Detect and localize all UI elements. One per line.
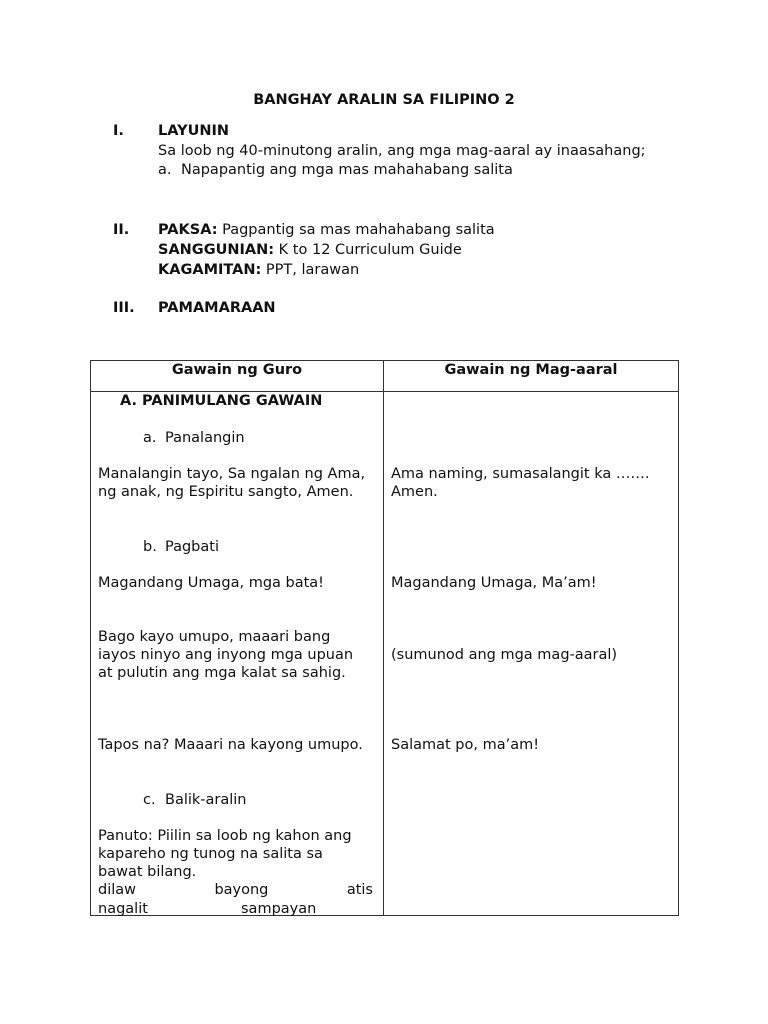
word-sampayan: sampayan — [241, 901, 317, 917]
kagamitan-label: KAGAMITAN: — [158, 262, 262, 278]
item-b-marker: b. — [143, 539, 157, 555]
layunin-heading: LAYUNIN — [158, 123, 230, 139]
word-row-1 — [98, 881, 373, 899]
sanggunian-value: K to 12 Curriculum Guide — [274, 242, 462, 258]
guro-instruction-line-2: iayos ninyo ang inyong mga upuan — [98, 647, 354, 663]
word-atis: atis — [346, 882, 373, 898]
item-a-marker: a. — [143, 430, 157, 446]
section-numeral-3: III. — [113, 300, 135, 316]
document-title: BANGHAY ARALIN SA FILIPINO 2 — [253, 92, 515, 108]
section-numeral-1: I. — [113, 123, 124, 139]
lesson-table — [90, 360, 679, 916]
header-gawain-mag-aaral: Gawain ng Mag-aaral — [384, 361, 679, 392]
panuto-line-3: bawat bilang. — [98, 864, 197, 880]
panimulang-gawain-heading: A. PANIMULANG GAWAIN — [120, 393, 323, 409]
guro-greeting: Magandang Umaga, mga bata! — [98, 575, 324, 591]
mag-aaral-cell — [384, 392, 679, 916]
layunin-intro: Sa loob ng 40-minutong aralin, ang mga mag-aaral ay inaasahang; — [158, 143, 646, 159]
item-b-label: Pagbati — [165, 539, 219, 555]
kagamitan-line — [158, 262, 359, 278]
student-prayer-line-1: Ama naming, sumasalangit ka ……. — [391, 466, 650, 482]
layunin-item-text: Napapantig ang mga mas mahahabang salita — [181, 162, 513, 178]
student-prayer-line-2: Amen. — [391, 484, 438, 500]
header-gawain-guro: Gawain ng Guro — [91, 361, 384, 392]
student-thanks: Salamat po, ma’am! — [391, 737, 540, 753]
student-greeting: Magandang Umaga, Ma’am! — [391, 575, 597, 591]
layunin-item-marker: a. — [158, 162, 172, 178]
student-action: (sumunod ang mga mag-aaral) — [391, 647, 618, 663]
item-a-label: Panalangin — [165, 430, 245, 446]
table-header-row — [91, 361, 679, 392]
panuto-line-1: Panuto: Piilin sa loob ng kahon ang — [98, 828, 352, 844]
guro-sit-instruction: Tapos na? Maaari na kayong umupo. — [98, 737, 363, 753]
sanggunian-label: SANGGUNIAN: — [158, 242, 275, 258]
kagamitan-value: PPT, larawan — [261, 262, 360, 278]
paksa-label: PAKSA: — [158, 222, 218, 238]
paksa-line — [158, 222, 495, 238]
item-c-label: Balik-aralin — [165, 792, 247, 808]
word-dilaw: dilaw — [98, 882, 137, 898]
table-body-row — [91, 392, 679, 916]
item-c-marker: c. — [143, 792, 156, 808]
guro-instruction-line-3: at pulutin ang mga kalat sa sahig. — [98, 665, 346, 681]
guro-prayer-line-1: Manalangin tayo, Sa ngalan ng Ama, — [98, 466, 366, 482]
word-nagalit: nagalit — [98, 901, 148, 917]
guro-cell — [91, 392, 384, 916]
paksa-value: Pagpantig sa mas mahahabang salita — [217, 222, 495, 238]
guro-instruction-line-1: Bago kayo umupo, maaari bang — [98, 629, 331, 645]
section-numeral-2: II. — [113, 222, 130, 238]
guro-prayer-line-2: ng anak, ng Espiritu sangto, Amen. — [98, 484, 354, 500]
sanggunian-line — [158, 242, 462, 258]
word-bayong: bayong — [214, 882, 269, 898]
pamamaraan-heading: PAMAMARAAN — [158, 300, 276, 316]
panuto-line-2: kapareho ng tunog na salita sa — [98, 846, 323, 862]
